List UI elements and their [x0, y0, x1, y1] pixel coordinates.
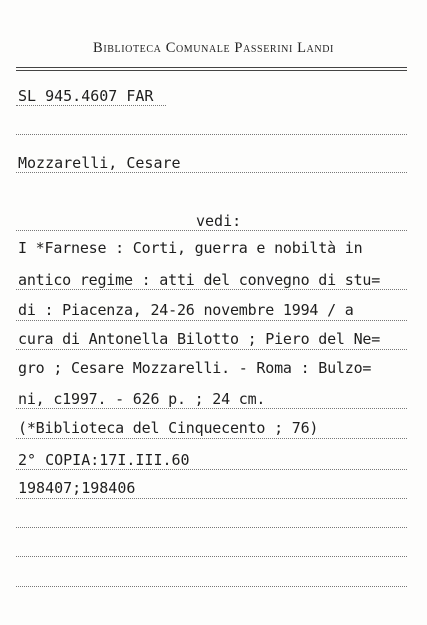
ruled-line: [16, 349, 407, 350]
ruled-line: [16, 438, 407, 439]
ruled-line: [16, 289, 407, 290]
series-statement: (*Biblioteca del Cinquecento ; 76): [18, 419, 319, 437]
copy-note: 2° COPIA:17I.III.60: [18, 451, 190, 469]
description-line: gro ; Cesare Mozzarelli. - Roma : Bulzo=: [18, 359, 372, 377]
ruled-line: [16, 469, 407, 470]
ruled-line: [16, 320, 407, 321]
author-heading: Mozzarelli, Cesare: [18, 154, 181, 172]
ruled-line: [16, 172, 407, 173]
see-reference-label: vedi:: [196, 212, 242, 230]
library-name: Biblioteca Comunale Passerini Landi: [93, 40, 334, 56]
ruled-line: [16, 556, 407, 557]
ruled-line: [16, 408, 407, 409]
description-line: cura di Antonella Bilotto ; Piero del Ne=: [18, 330, 381, 348]
ruled-line: [16, 230, 407, 231]
inventory-numbers: 198407;198406: [18, 479, 136, 497]
header-rule-top: [16, 67, 407, 68]
shelfmark-rule: [16, 105, 166, 106]
ruled-line: [16, 498, 407, 499]
description-line: di : Piacenza, 24-26 novembre 1994 / a: [18, 301, 354, 319]
shelfmark: SL 945.4607 FAR: [18, 87, 154, 105]
description-line: antico regime : atti del convegno di stu=: [18, 271, 381, 289]
ruled-line: [16, 527, 407, 528]
description-line: ni, c1997. - 626 p. ; 24 cm.: [18, 390, 266, 408]
ruled-line: [16, 586, 407, 587]
description-line: I *Farnese : Corti, guerra e nobiltà in: [18, 239, 363, 257]
ruled-line: [16, 134, 407, 135]
header-rule-bottom: [16, 70, 407, 71]
